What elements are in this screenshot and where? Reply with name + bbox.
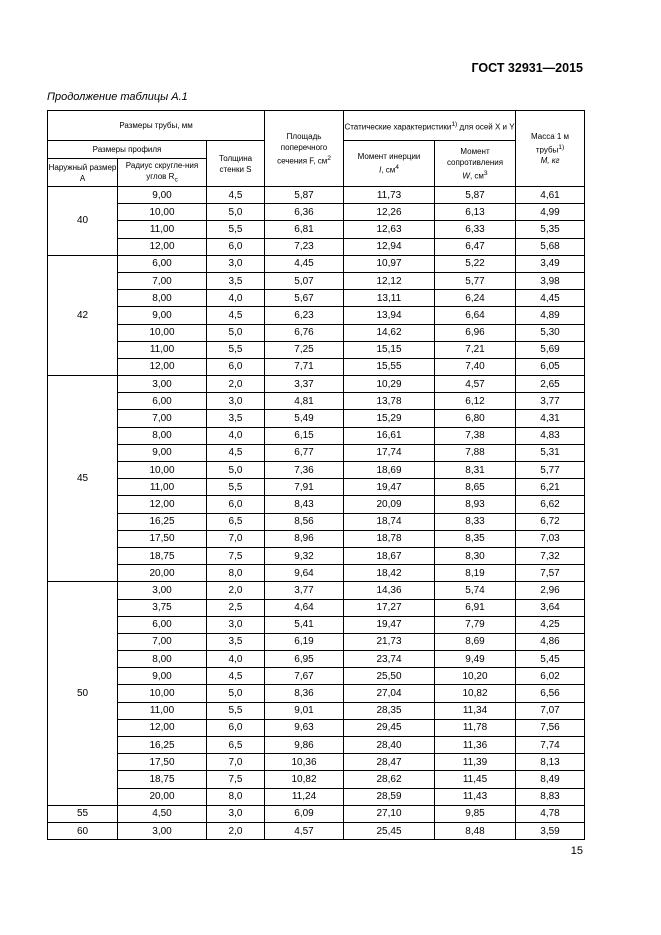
table-cell: 7,56 (516, 719, 585, 736)
table-cell: 9,64 (265, 565, 344, 582)
table-cell: 25,45 (344, 822, 435, 839)
table-cell: 23,74 (344, 651, 435, 668)
table-cell: 16,25 (118, 513, 207, 530)
table-cell: 4,89 (516, 307, 585, 324)
table-cell: 4,64 (265, 599, 344, 616)
table-cell: 2,0 (207, 376, 265, 393)
table-cell: 3,49 (516, 255, 585, 272)
table-cell: 11,34 (435, 702, 516, 719)
table-cell: 14,36 (344, 582, 435, 599)
header-resistance: Момент сопротивления W, $см^3$ (435, 141, 516, 187)
table-cell: 2,0 (207, 822, 265, 839)
table-cell: 4,57 (435, 376, 516, 393)
table-row (48, 376, 585, 393)
table-cell: 18,75 (118, 771, 207, 788)
table-cell: 6,56 (516, 685, 585, 702)
table-cell: 6,19 (265, 633, 344, 650)
table-cell: 5,74 (435, 582, 516, 599)
table-cell: 7,5 (207, 547, 265, 564)
table-cell: 4,99 (516, 204, 585, 221)
table-cell: 3,00 (118, 376, 207, 393)
table-cell: 4,0 (207, 427, 265, 444)
table-cell: 29,45 (344, 719, 435, 736)
table-cell: 11,39 (435, 754, 516, 771)
table-cell: 11,00 (118, 341, 207, 358)
table-cell: 18,67 (344, 547, 435, 564)
table-cell: 4,50 (118, 805, 207, 822)
table-cell: 3,0 (207, 616, 265, 633)
table-cell: 9,00 (118, 187, 207, 204)
page-number: 15 (570, 845, 583, 857)
table-cell: 6,72 (516, 513, 585, 530)
table-cell: 8,65 (435, 479, 516, 496)
table-cell: 10,82 (435, 685, 516, 702)
table-cell: 15,29 (344, 410, 435, 427)
table-row (48, 496, 585, 513)
table-cell: 16,61 (344, 427, 435, 444)
table-cell: 6,21 (516, 479, 585, 496)
table-cell: 8,00 (118, 427, 207, 444)
table-cell: 19,47 (344, 616, 435, 633)
table-cell: 17,27 (344, 599, 435, 616)
table-row (48, 393, 585, 410)
table-cell: 7,00 (118, 272, 207, 289)
table-cell: 5,31 (516, 444, 585, 461)
table-cell: 4,83 (516, 427, 585, 444)
table-row (48, 358, 585, 375)
table-cell: 10,00 (118, 462, 207, 479)
table-cell: 6,09 (265, 805, 344, 822)
table-cell: 8,36 (265, 685, 344, 702)
table-cell: 7,00 (118, 633, 207, 650)
table-row (48, 187, 585, 204)
table-cell: 4,45 (265, 255, 344, 272)
table-cell: 13,11 (344, 290, 435, 307)
table-cell: 8,00 (118, 651, 207, 668)
table-cell: 20,00 (118, 565, 207, 582)
table-row (48, 272, 585, 289)
table-cell: 7,07 (516, 702, 585, 719)
table-cell: 6,23 (265, 307, 344, 324)
table-cell: 6,05 (516, 358, 585, 375)
table-cell: 8,13 (516, 754, 585, 771)
outer-size-cell: 40 (48, 187, 118, 256)
table-caption: Продолжение таблицы А.1 (47, 91, 188, 103)
table-cell: 6,0 (207, 238, 265, 255)
table-cell: 8,48 (435, 822, 516, 839)
table-cell: 8,31 (435, 462, 516, 479)
table-row (48, 324, 585, 341)
table-cell: 9,49 (435, 651, 516, 668)
table-cell: 2,0 (207, 582, 265, 599)
table-cell: 21,73 (344, 633, 435, 650)
table-cell: 10,29 (344, 376, 435, 393)
table-cell: 19,47 (344, 479, 435, 496)
table-cell: 4,31 (516, 410, 585, 427)
table-row (48, 685, 585, 702)
table-cell: 17,50 (118, 530, 207, 547)
table-row (48, 668, 585, 685)
table-cell: 10,97 (344, 255, 435, 272)
table-row (48, 427, 585, 444)
table-cell: 11,36 (435, 737, 516, 754)
table-cell: 7,67 (265, 668, 344, 685)
table-cell: 7,91 (265, 479, 344, 496)
table-cell: 7,79 (435, 616, 516, 633)
table-cell: 4,81 (265, 393, 344, 410)
table-cell: 20,09 (344, 496, 435, 513)
table-cell: 4,86 (516, 633, 585, 650)
table-cell: 6,77 (265, 444, 344, 461)
table-cell: 6,13 (435, 204, 516, 221)
table-row (48, 255, 585, 272)
table-row (48, 238, 585, 255)
table-cell: 11,00 (118, 702, 207, 719)
table-row (48, 788, 585, 805)
table-cell: 7,23 (265, 238, 344, 255)
table-cell: 7,25 (265, 341, 344, 358)
table-cell: 5,22 (435, 255, 516, 272)
table-cell: 7,57 (516, 565, 585, 582)
table-cell: 5,49 (265, 410, 344, 427)
table-cell: 11,00 (118, 221, 207, 238)
standard-number: ГОСТ 32931—2015 (471, 61, 583, 75)
table-cell: 5,67 (265, 290, 344, 307)
table-cell: 8,69 (435, 633, 516, 650)
table-row (48, 530, 585, 547)
table-cell: 3,75 (118, 599, 207, 616)
table-cell: 6,15 (265, 427, 344, 444)
table-cell: 8,43 (265, 496, 344, 513)
table-cell: 3,98 (516, 272, 585, 289)
table-cell: 10,36 (265, 754, 344, 771)
table-cell: 9,00 (118, 668, 207, 685)
table-cell: 6,00 (118, 393, 207, 410)
table-row (48, 547, 585, 564)
table-cell: 7,5 (207, 771, 265, 788)
table-cell: 8,83 (516, 788, 585, 805)
table-header (48, 111, 585, 187)
table-cell: 28,47 (344, 754, 435, 771)
table-cell: 8,49 (516, 771, 585, 788)
table-cell: 5,5 (207, 341, 265, 358)
table-cell: 9,00 (118, 444, 207, 461)
table-cell: 8,19 (435, 565, 516, 582)
table-cell: 7,03 (516, 530, 585, 547)
table-cell: 7,00 (118, 410, 207, 427)
table-row (48, 771, 585, 788)
table-cell: 3,0 (207, 255, 265, 272)
table-body (48, 187, 585, 840)
table-row (48, 221, 585, 238)
table-cell: 5,35 (516, 221, 585, 238)
table-cell: 3,64 (516, 599, 585, 616)
outer-size-cell: 60 (48, 822, 118, 839)
table-cell: 5,87 (435, 187, 516, 204)
header-pipe-sizes: Размеры трубы, мм (48, 111, 265, 141)
table-cell: 5,77 (435, 272, 516, 289)
table-cell: 5,68 (516, 238, 585, 255)
table-cell: 6,47 (435, 238, 516, 255)
header-mass: Масса 1 м трубы$^{1)}$ M, кг (516, 111, 585, 187)
table-cell: 14,62 (344, 324, 435, 341)
table-cell: 6,0 (207, 719, 265, 736)
table-cell: 3,77 (516, 393, 585, 410)
table-cell: 6,96 (435, 324, 516, 341)
table-cell: 5,45 (516, 651, 585, 668)
table-cell: 5,0 (207, 204, 265, 221)
table-cell: 7,0 (207, 754, 265, 771)
table-cell: 3,37 (265, 376, 344, 393)
table-row (48, 204, 585, 221)
table-cell: 11,73 (344, 187, 435, 204)
table-row (48, 513, 585, 530)
table-cell: 18,42 (344, 565, 435, 582)
table-cell: 4,5 (207, 307, 265, 324)
table-cell: 11,78 (435, 719, 516, 736)
table-cell: 12,26 (344, 204, 435, 221)
table-row (48, 290, 585, 307)
outer-size-cell: 55 (48, 805, 118, 822)
table-cell: 10,82 (265, 771, 344, 788)
table-row (48, 565, 585, 582)
table-cell: 28,35 (344, 702, 435, 719)
table-cell: 12,00 (118, 238, 207, 255)
table-cell: 7,0 (207, 530, 265, 547)
table-cell: 4,57 (265, 822, 344, 839)
table-cell: 5,5 (207, 479, 265, 496)
table-cell: 18,75 (118, 547, 207, 564)
table-cell: 28,62 (344, 771, 435, 788)
table-cell: 17,74 (344, 444, 435, 461)
table-cell: 3,5 (207, 410, 265, 427)
table-cell: 5,87 (265, 187, 344, 204)
table-cell: 4,25 (516, 616, 585, 633)
table-cell: 7,88 (435, 444, 516, 461)
outer-size-cell: 45 (48, 376, 118, 582)
table-cell: 3,00 (118, 822, 207, 839)
table-cell: 4,0 (207, 290, 265, 307)
table-cell: 5,0 (207, 462, 265, 479)
table-cell: 3,00 (118, 582, 207, 599)
outer-size-cell: 50 (48, 582, 118, 805)
table-cell: 5,0 (207, 685, 265, 702)
table-cell: 18,69 (344, 462, 435, 479)
table-cell: 18,78 (344, 530, 435, 547)
table-cell: 27,04 (344, 685, 435, 702)
table-cell: 3,0 (207, 393, 265, 410)
table-cell: 8,33 (435, 513, 516, 530)
table-cell: 16,25 (118, 737, 207, 754)
table-cell: 4,5 (207, 444, 265, 461)
table-cell: 6,80 (435, 410, 516, 427)
table-cell: 5,41 (265, 616, 344, 633)
table-cell: 13,78 (344, 393, 435, 410)
table-cell: 3,77 (265, 582, 344, 599)
table-cell: 5,69 (516, 341, 585, 358)
table-cell: 11,24 (265, 788, 344, 805)
table-cell: 7,71 (265, 358, 344, 375)
table-cell: 13,94 (344, 307, 435, 324)
table-cell: 25,50 (344, 668, 435, 685)
table-cell: 6,00 (118, 255, 207, 272)
table-cell: 12,94 (344, 238, 435, 255)
table-cell: 9,01 (265, 702, 344, 719)
table-cell: 6,0 (207, 358, 265, 375)
table-cell: 12,00 (118, 719, 207, 736)
table-cell: 6,5 (207, 513, 265, 530)
table-cell: 5,5 (207, 221, 265, 238)
table-row (48, 462, 585, 479)
table-cell: 10,00 (118, 324, 207, 341)
table-cell: 8,0 (207, 788, 265, 805)
table-row (48, 702, 585, 719)
table-cell: 5,07 (265, 272, 344, 289)
header-thickness: Толщина стенки S (207, 141, 265, 187)
table-cell: 6,33 (435, 221, 516, 238)
table-row (48, 410, 585, 427)
table-row (48, 805, 585, 822)
table-cell: 11,45 (435, 771, 516, 788)
table-cell: 6,95 (265, 651, 344, 668)
table-cell: 8,0 (207, 565, 265, 582)
table-cell: 2,96 (516, 582, 585, 599)
table-cell: 12,00 (118, 358, 207, 375)
table-row (48, 822, 585, 839)
table-cell: 6,62 (516, 496, 585, 513)
header-static: Статические характеристики$^{1)}$ для осей X и Y (344, 111, 516, 141)
pipe-dimensions-table (47, 110, 585, 840)
table-cell: 7,40 (435, 358, 516, 375)
table-cell: 4,5 (207, 668, 265, 685)
table-cell: 18,74 (344, 513, 435, 530)
table-cell: 12,00 (118, 496, 207, 513)
table-cell: 3,59 (516, 822, 585, 839)
table-cell: 5,77 (516, 462, 585, 479)
table-row (48, 307, 585, 324)
table-cell: 4,78 (516, 805, 585, 822)
table-cell: 8,56 (265, 513, 344, 530)
table-cell: 10,00 (118, 204, 207, 221)
table-row (48, 479, 585, 496)
table-cell: 8,96 (265, 530, 344, 547)
header-radius: Радиус скругле-ния углов $R_с$ (118, 159, 207, 187)
table-cell: 15,15 (344, 341, 435, 358)
table-cell: 2,65 (516, 376, 585, 393)
table-cell: 6,91 (435, 599, 516, 616)
table-cell: 6,12 (435, 393, 516, 410)
table-cell: 11,43 (435, 788, 516, 805)
table-cell: 6,36 (265, 204, 344, 221)
table-cell: 6,0 (207, 496, 265, 513)
table-cell: 10,00 (118, 685, 207, 702)
table-cell: 12,12 (344, 272, 435, 289)
table-cell: 20,00 (118, 788, 207, 805)
header-outer-size: Наружный размер A (48, 159, 118, 187)
table-row (48, 616, 585, 633)
table-cell: 8,93 (435, 496, 516, 513)
table-cell: 5,0 (207, 324, 265, 341)
table-cell: 6,5 (207, 737, 265, 754)
table-cell: 3,0 (207, 805, 265, 822)
table-row (48, 737, 585, 754)
table-row (48, 599, 585, 616)
table-cell: 4,61 (516, 187, 585, 204)
table-cell: 10,20 (435, 668, 516, 685)
table-cell: 8,00 (118, 290, 207, 307)
table-row (48, 754, 585, 771)
table-cell: 27,10 (344, 805, 435, 822)
table-cell: 2,5 (207, 599, 265, 616)
table-row (48, 582, 585, 599)
table-cell: 7,74 (516, 737, 585, 754)
table-cell: 28,59 (344, 788, 435, 805)
table-row (48, 341, 585, 358)
table-cell: 7,21 (435, 341, 516, 358)
table-cell: 9,00 (118, 307, 207, 324)
table-cell: 9,32 (265, 547, 344, 564)
header-profile-sizes: Размеры профиля (48, 141, 207, 159)
header-area: Площадь поперечного сечения F, $см^2$ (265, 111, 344, 187)
table-cell: 8,35 (435, 530, 516, 547)
table-cell: 3,5 (207, 633, 265, 650)
table-cell: 7,38 (435, 427, 516, 444)
outer-size-cell: 42 (48, 255, 118, 375)
table-cell: 6,00 (118, 616, 207, 633)
header-inertia: Момент инерции I, $см^4$ (344, 141, 435, 187)
table-cell: 7,36 (265, 462, 344, 479)
table-cell: 9,63 (265, 719, 344, 736)
table-cell: 9,86 (265, 737, 344, 754)
table-cell: 7,32 (516, 547, 585, 564)
table-cell: 8,30 (435, 547, 516, 564)
table-cell: 3,5 (207, 272, 265, 289)
table-row (48, 719, 585, 736)
table-cell: 15,55 (344, 358, 435, 375)
table-cell: 11,00 (118, 479, 207, 496)
table-cell: 28,40 (344, 737, 435, 754)
table-cell: 6,81 (265, 221, 344, 238)
table-cell: 5,30 (516, 324, 585, 341)
table-row (48, 444, 585, 461)
table-cell: 4,0 (207, 651, 265, 668)
table-cell: 6,64 (435, 307, 516, 324)
table-row (48, 633, 585, 650)
table-cell: 4,45 (516, 290, 585, 307)
table-row (48, 651, 585, 668)
table-cell: 6,24 (435, 290, 516, 307)
table-cell: 4,5 (207, 187, 265, 204)
table-cell: 17,50 (118, 754, 207, 771)
table-cell: 5,5 (207, 702, 265, 719)
table-cell: 9,85 (435, 805, 516, 822)
table-cell: 6,02 (516, 668, 585, 685)
table-cell: 6,76 (265, 324, 344, 341)
table-cell: 12,63 (344, 221, 435, 238)
